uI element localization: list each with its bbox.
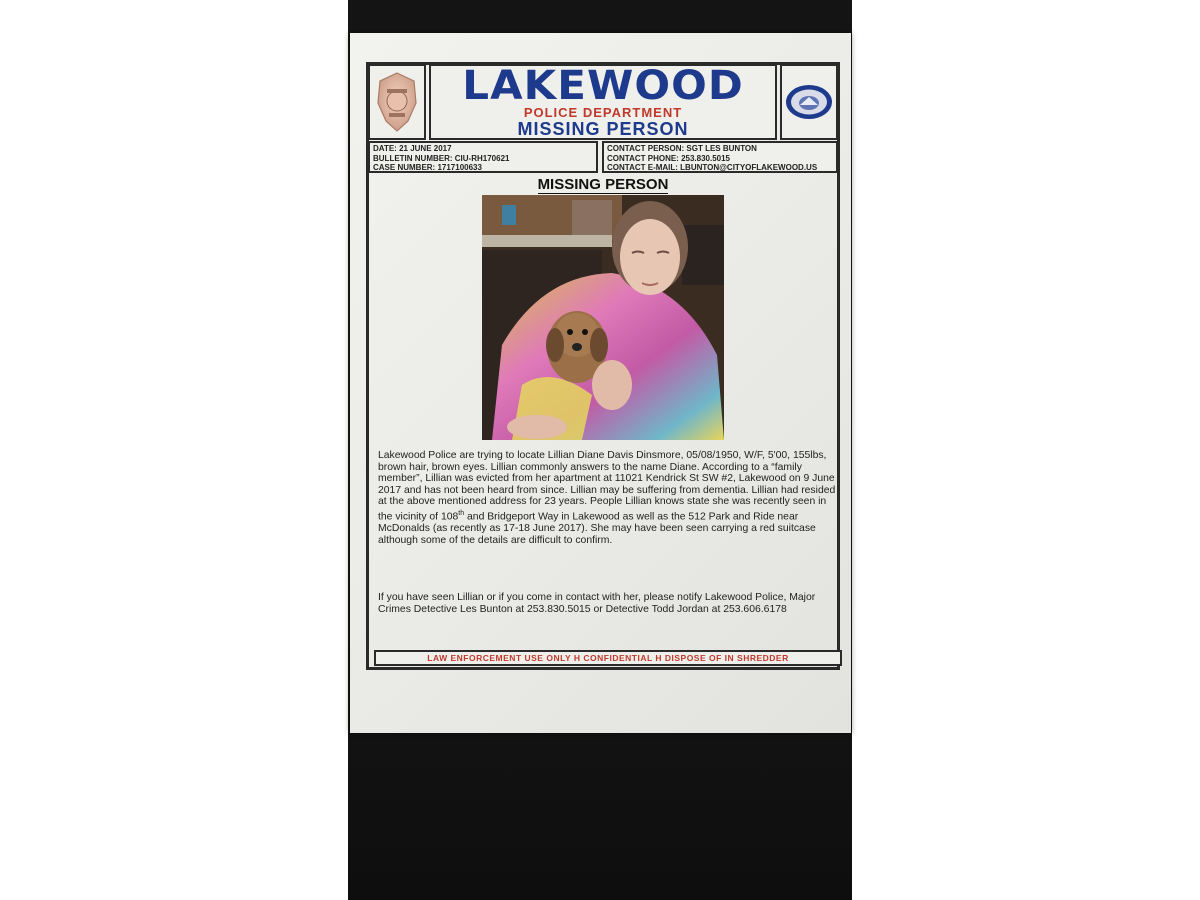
confidential-footer: LAW ENFORCEMENT USE ONLY H CONFIDENTIAL H DISPOSE OF IN SHREDDER <box>374 650 842 666</box>
title-block <box>429 64 777 140</box>
case-number: CASE NUMBER: 1717100633 <box>373 163 482 172</box>
missing-person-heading-text: MISSING PERSON <box>537 176 669 193</box>
missing-person-photo <box>482 195 724 440</box>
city-seal-icon <box>784 82 834 122</box>
bulletin-info-row <box>368 141 838 173</box>
bulletin-details <box>368 141 598 173</box>
bulletin-number: BULLETIN NUMBER: CIU-RH170621 <box>373 153 510 163</box>
contact-details <box>602 141 838 173</box>
department-subtitle: POLICE DEPARTMENT <box>523 104 683 120</box>
police-badge-box <box>368 64 426 140</box>
contact-email: CONTACT E-MAIL: LBUNTON@CITYOFLAKEWOOD.US <box>607 163 818 172</box>
bulletin-type: MISSING PERSON <box>517 118 689 139</box>
notify-instructions: If you have seen Lillian or if you come in contact with her, please notify Lakewood Police, Major Crimes Detective Les Bunton at 253.830.5015 or Detective Todd Jordan at 253.606.6178 <box>378 592 816 615</box>
bulletin-date: DATE: 21 JUNE 2017 <box>373 144 452 153</box>
flyer-header <box>368 64 838 140</box>
description-part2: and Bridgeport Way in Lakewood as well as the 512 Park and Ride near McDonalds (as recently as 17-18 June 2017). She may have been seen carrying a red suitcase although some of the details are difficult to confirm. <box>378 511 816 546</box>
missing-person-heading <box>368 176 838 193</box>
description-part1: Lakewood Police are trying to locate Lillian Diane Davis Dinsmore, 05/08/1950, W/F, 5'00, 155lbs, brown hair, brown eyes. Lillian commonly answers to the name Diane. According to a “family member”, Lillian was evicted from her apartment at 11021 Kendrick St SW #2, Lakewood on 9 June 2017 and has not been heard from since. Lillian may be suffering from dementia. Lillian had resided at the above mentioned address for 23 years. People Lillian knows state she was recently seen in the vicinity of 108 <box>378 450 836 523</box>
city-seal-box <box>780 64 838 140</box>
person-description <box>378 450 840 546</box>
contact-person: CONTACT PERSON: SGT LES BUNTON <box>607 144 757 153</box>
department-title: LAKEWOOD <box>462 62 744 109</box>
description-superscript: th <box>458 509 465 517</box>
contact-phone: CONTACT PHONE: 253.830.5015 <box>607 153 731 163</box>
police-badge-icon <box>374 69 420 135</box>
photo-illustration <box>482 195 724 440</box>
